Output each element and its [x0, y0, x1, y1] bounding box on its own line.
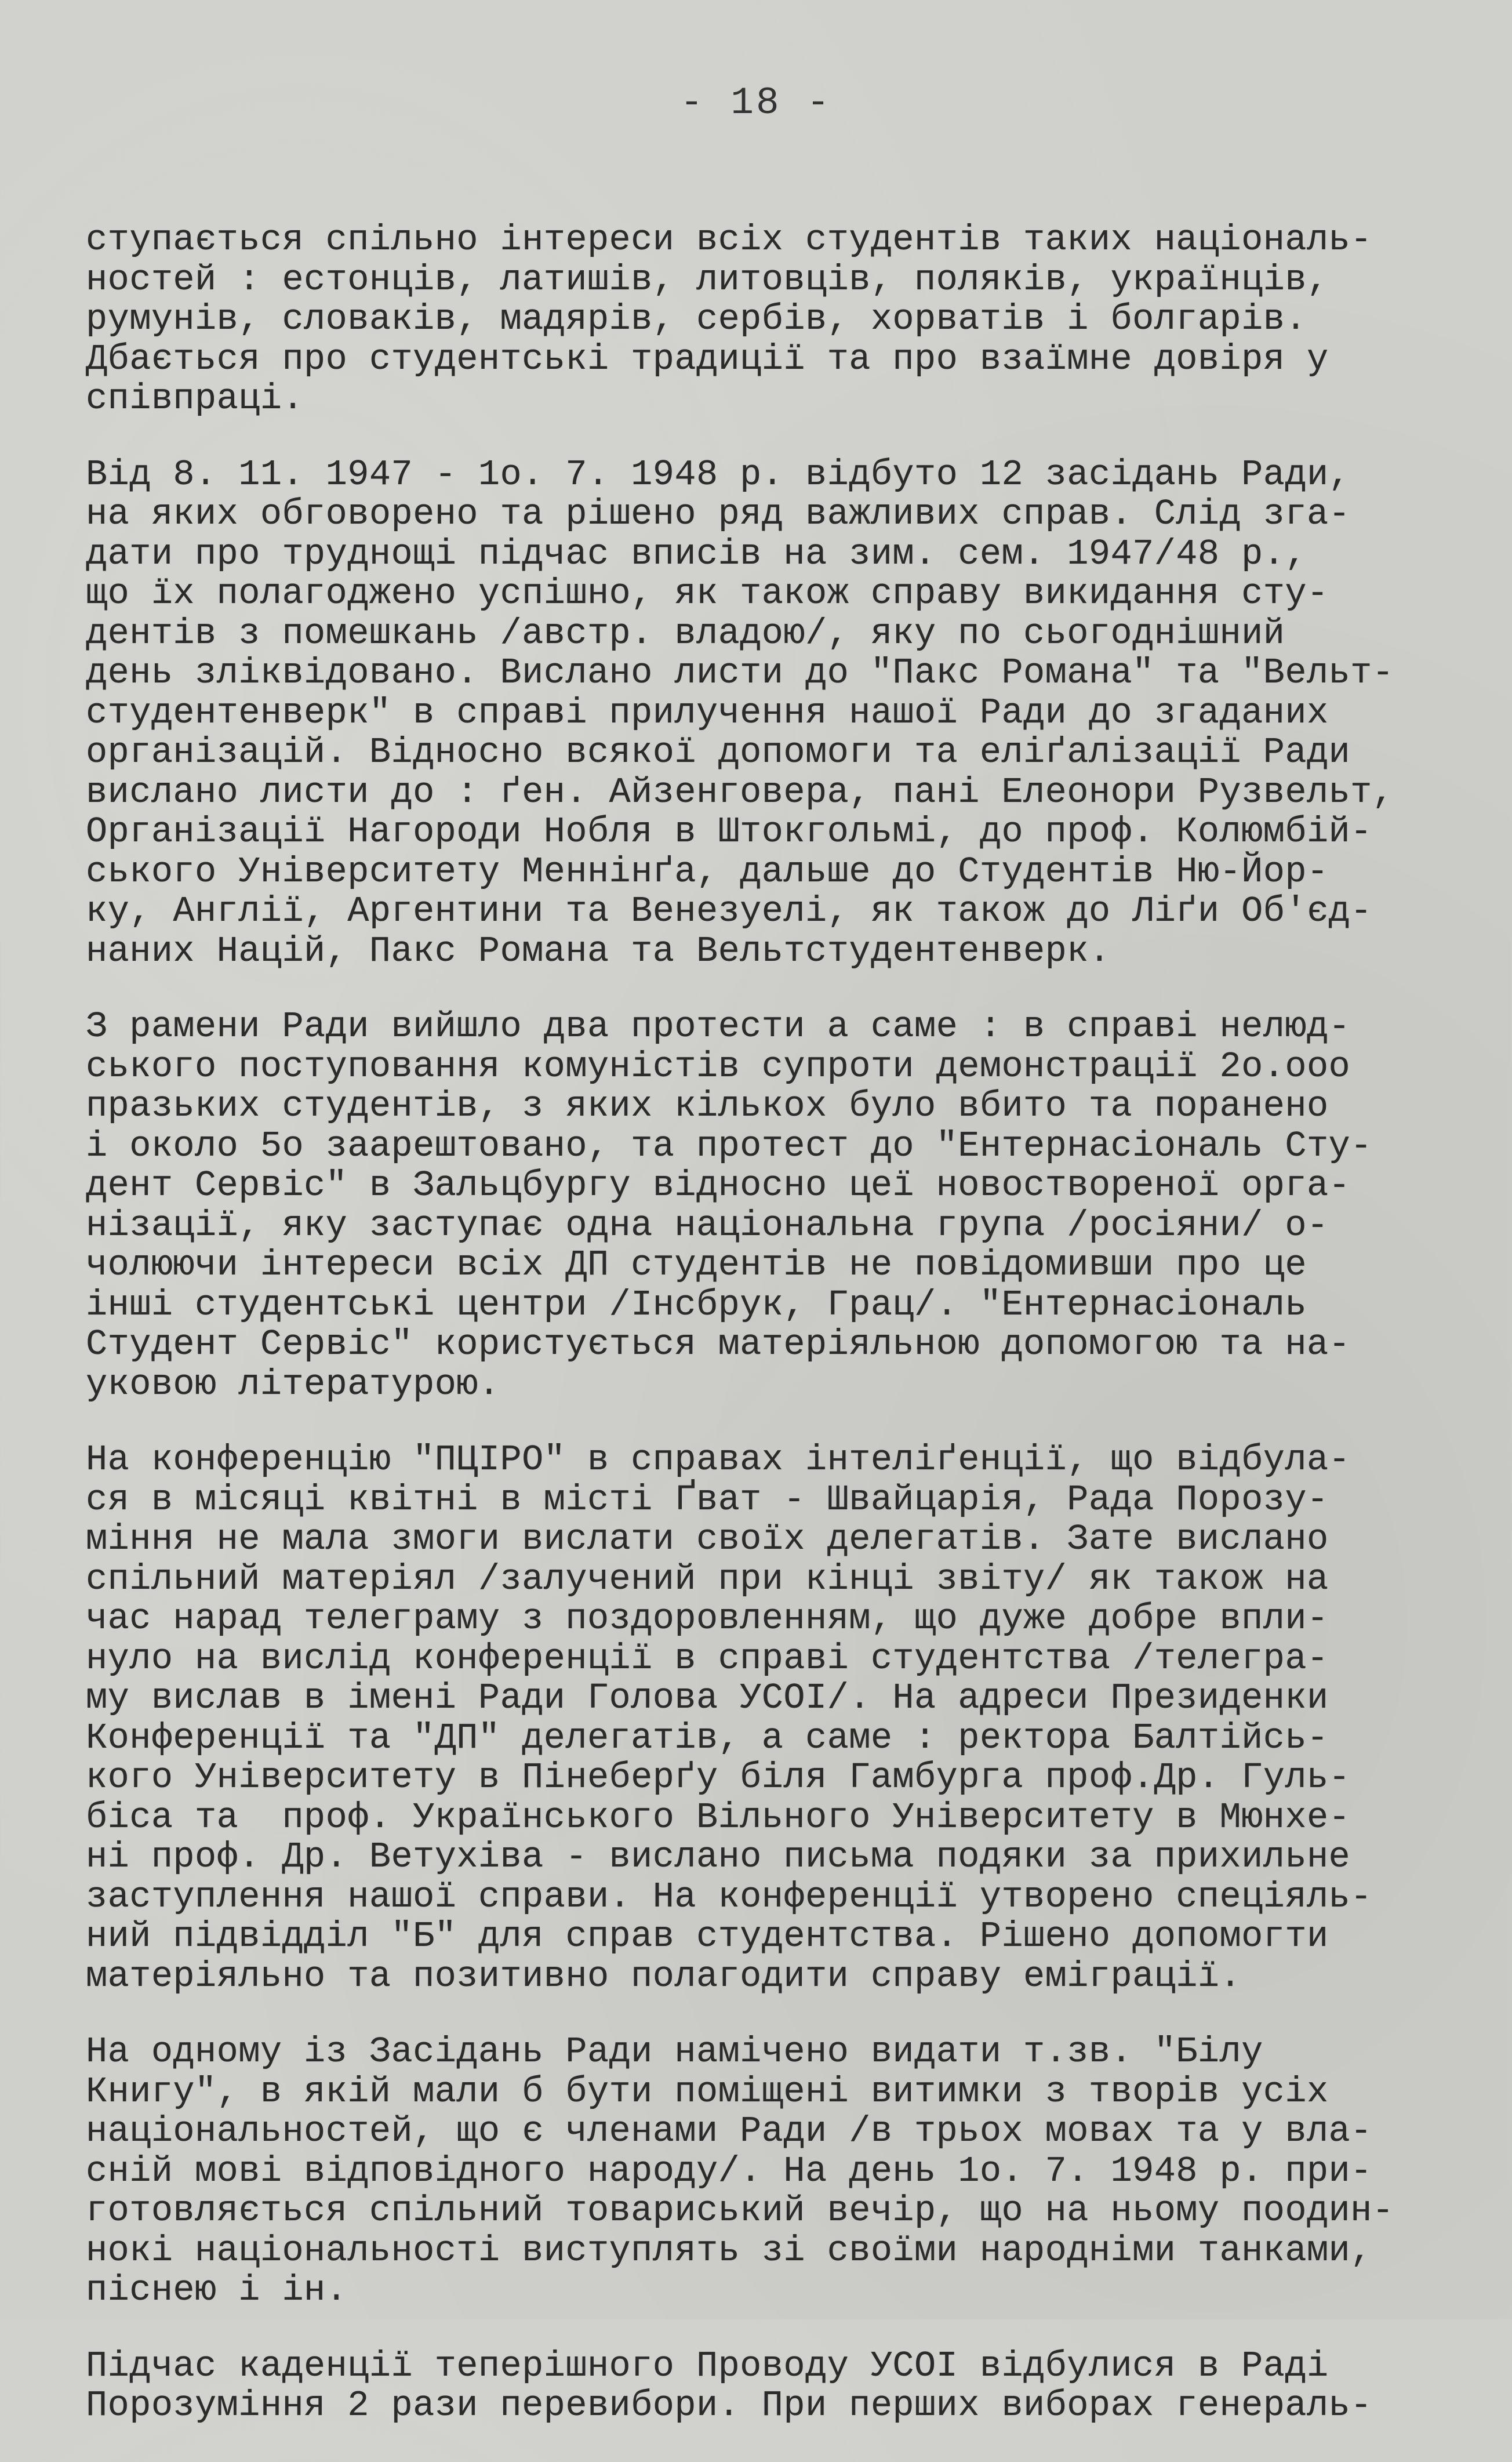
text-line: сній мові відповідного народу/. На день 1о. 7. 1948 р. при- — [86, 2150, 1372, 2192]
text-line: що їх полагоджено успішно, як також справу викидання сту- — [86, 573, 1329, 614]
text-line: заступлення нашої справи. На конференції утворено спеціяль- — [86, 1876, 1372, 1918]
text-line: ся в місяці квітні в місті Ґват - Швайцарія, Рада Порозу- — [86, 1479, 1329, 1520]
text-line: Дбається про студентські традиції та про взаїмне довіря у — [86, 338, 1329, 380]
text-line: співпраці. — [86, 378, 304, 419]
text-line: наних Націй, Пакс Романа та Вельтстудентенверк. — [86, 930, 1111, 972]
text-line: дент Сервіс" в Зальцбургу відносно цеї новоствореної орга- — [86, 1165, 1351, 1206]
text-line: ні проф. Др. Ветухіва - вислано письма подяки за прихильне — [86, 1836, 1351, 1878]
text-line: Студент Сервіс" користується матеріяльною допомогою та на- — [86, 1324, 1351, 1365]
text-line: вислано листи до : ґен. Айзенговера, пані Елеонори Рузвельт, — [86, 771, 1394, 813]
text-line: Організації Нагороди Нобля в Штокгольмі, до проф. Колюмбій- — [86, 811, 1372, 852]
text-line: готовляється спільний товариський вечір, що на ньому поодин- — [86, 2190, 1394, 2231]
text-line: Від 8. 11. 1947 - 1о. 7. 1948 р. відбуто 12 засідань Ради, — [86, 453, 1351, 495]
text-line: чолюючи інтереси всіх ДП студентів не повідомивши про це — [86, 1244, 1307, 1286]
text-line: Порозуміння 2 рази перевибори. При перших виборах генераль- — [86, 2385, 1372, 2426]
text-line: організацій. Відносно всякої допомоги та еліґалізації Ради — [86, 732, 1351, 773]
text-line: нізації, яку заступає одна національна група /росіяни/ о- — [86, 1204, 1329, 1246]
text-line: студентенверк" в справі прилучення нашої Ради до згаданих — [86, 692, 1329, 733]
text-line: національностей, що є членами Ради /в трьох мовах та у вла- — [86, 2111, 1372, 2152]
text-line: матеріяльно та позитивно полагодити справу еміграції. — [86, 1955, 1242, 1997]
text-line: З рамени Ради вийшло два протести а саме : в справі нелюд- — [86, 1006, 1351, 1047]
text-line: нуло на вислід конференції в справі студентства /телегра- — [86, 1637, 1329, 1679]
text-line: інші студентські центри /Інсбрук, Грац/. "Ентернасіональ — [86, 1284, 1307, 1326]
text-line: час нарад телеграму з поздоровленням, що дуже добре впли- — [86, 1598, 1329, 1639]
text-line: ського поступовання комуністів супроти демонстрації 2о.ооо — [86, 1045, 1351, 1087]
text-line: дентів з помешкань /австр. владою/, яку по сьогоднішний — [86, 612, 1285, 654]
text-line: біса та проф. Українського Вільного Університету в Мюнхе- — [86, 1796, 1351, 1838]
paragraph-5 — [86, 2032, 1437, 2311]
paragraph-4 — [86, 1440, 1437, 1996]
text-line: міння не мала змоги вислати своїх делегатів. Зате вислано — [86, 1519, 1329, 1560]
text-line: ний підвідділ "Б" для справ студентства. Рішено допомогти — [86, 1916, 1329, 1957]
text-line: ку, Англії, Аргентини та Венезуелі, як також до Ліґи Об'єд- — [86, 891, 1372, 932]
paragraph-2 — [86, 455, 1437, 972]
text-line: На одному із Засідань Ради намічено видати т.зв. "Білу — [86, 2031, 1263, 2072]
text-line: ступається спільно інтереси всіх студентів таких національ- — [86, 219, 1372, 260]
paragraph-3 — [86, 1007, 1437, 1404]
text-line: день зліквідовано. Вислано листи до "Пакс Романа" та "Вельт- — [86, 652, 1394, 693]
text-line: Конференції та "ДП" делегатів, а саме : ректора Балтійсь- — [86, 1717, 1329, 1759]
paragraph-6 — [86, 2347, 1437, 2426]
text-line: на яких обговорено та рішено ряд важливих справ. Слід зга- — [86, 493, 1351, 535]
text-line: На конференцію "ПЦІРО" в справах інтеліґенції, що відбула- — [86, 1439, 1351, 1480]
text-line: і около 5о заарештовано, та протест до "Ентернасіональ Сту- — [86, 1125, 1372, 1167]
text-line: нокі національності виступлять зі своїми народніми танками, — [86, 2229, 1372, 2271]
text-line: уковою літературою. — [86, 1363, 500, 1405]
text-line: празьких студентів, з яких кількох було вбито та поранено — [86, 1085, 1329, 1127]
text-line: піснею і ін. — [86, 2269, 348, 2311]
text-line: ського Університету Меннінґа, дальше до Студентів Ню-Йор- — [86, 851, 1329, 892]
text-line: кого Університету в Пінеберґу біля Гамбурга проф.Др. Гуль- — [86, 1757, 1351, 1798]
paragraph-1 — [86, 220, 1437, 419]
text-line: дати про труднощі підчас вписів на зим. сем. 1947/48 р., — [86, 533, 1307, 575]
page-number: - 18 - — [680, 81, 832, 125]
text-line: Підчас каденції теперішного Проводу УСОІ відбулися в Раді — [86, 2345, 1329, 2387]
text-line: му вислав в імені Ради Голова УСОІ/. На адреси Президенки — [86, 1677, 1329, 1719]
text-line: спільний матеріял /залучений при кінці звіту/ як також на — [86, 1558, 1329, 1600]
text-line: ностей : естонців, латишів, литовців, поляків, українців, — [86, 259, 1329, 300]
text-line: румунів, словаків, мадярів, сербів, хорватів і болгарів. — [86, 299, 1307, 340]
body-text — [86, 220, 1437, 2462]
text-line: Книгу", в якій мали б бути поміщені витимки з творів усіх — [86, 2071, 1329, 2112]
